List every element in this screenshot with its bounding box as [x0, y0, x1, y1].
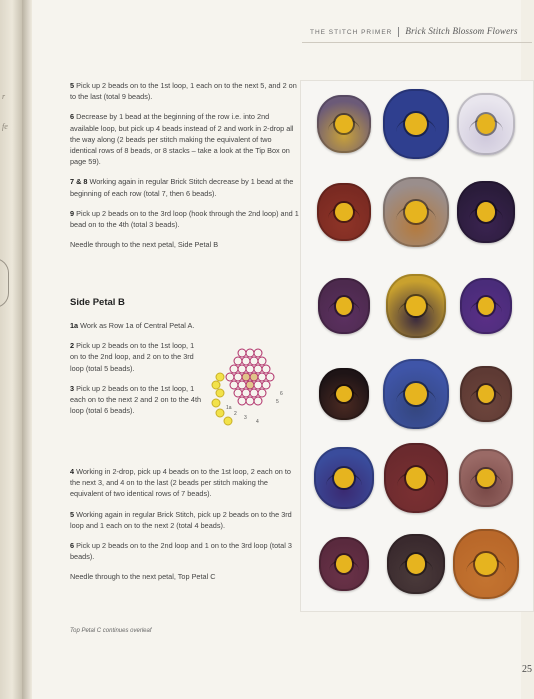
- page-number: 25: [522, 664, 532, 675]
- flower-center: [405, 201, 426, 223]
- diagram-label: 4: [256, 419, 259, 425]
- flower-center: [406, 296, 425, 316]
- step-text: Working again in regular Brick Stitch, pick up 2 beads on to the 3rd loop and 1 each on to the next 2 (total 4 beads).: [70, 509, 292, 530]
- step-text: Working in 2-drop, pick up 4 beads on to the 1st loop, 2 each on to the next 3, and 4 on to the last (2 beads per stitch making the equivalent of two identical rows of 7 beads).: [70, 467, 291, 499]
- beaded-pansy: [383, 359, 449, 429]
- beaded-pansy: [317, 95, 371, 153]
- beaded-pansy: [459, 449, 513, 507]
- step-paragraph: [70, 383, 202, 417]
- step-text: Pick up 2 beads on to the 1st loop, 1 each on to the next 5, and 2 on to the last (total 9 beads).: [70, 81, 297, 102]
- flower-center: [407, 554, 426, 573]
- diagram-label: 1a: [226, 405, 232, 411]
- beaded-pansy: [460, 278, 512, 334]
- beaded-pansy: [319, 537, 369, 591]
- running-header: [310, 26, 518, 37]
- step-text: Pick up 2 beads on to the 1st loop, 1 each on to the next 2 and 2 on to the 4th loop (total 6 beads).: [70, 383, 202, 416]
- step-number: 6: [70, 112, 75, 122]
- step-paragraph: [70, 111, 300, 167]
- flower-photo: [300, 80, 534, 612]
- footnote: Top Petal C continues overleaf: [70, 628, 152, 634]
- header-rule: [302, 42, 532, 43]
- beaded-pansy: [383, 177, 449, 247]
- step-number: 7 & 8: [70, 177, 88, 187]
- step-text: Work as Row 1a of Central Petal A.: [80, 321, 195, 330]
- beaded-pansy: [314, 447, 374, 509]
- flower-center: [335, 203, 352, 222]
- flower-center: [477, 469, 494, 488]
- step-paragraph: [70, 176, 300, 198]
- prev-page-fragment: r: [2, 92, 6, 101]
- step-text: Pick up 2 beads on to the 2nd loop and 1 on to the 3rd loop (total 3 beads).: [70, 541, 292, 562]
- flower-center: [478, 297, 495, 315]
- prev-page-arc: [0, 258, 9, 308]
- needle-instruction: Needle through to the next petal, Side Petal B: [70, 240, 219, 250]
- step-number: 2: [70, 341, 75, 351]
- bead-diagram: [204, 343, 304, 443]
- beaded-pansy: [318, 278, 370, 334]
- beaded-pansy: [317, 183, 371, 241]
- step-number: 4: [70, 467, 75, 476]
- diagram-label: 5: [276, 399, 279, 405]
- step-number: 9: [70, 208, 75, 218]
- section-title: THE STITCH PRIMER: [310, 29, 393, 36]
- step-text: Pick up 2 beads on to the 1st loop, 1 on to the 2nd loop, and 2 on to the 3rd loop (total 5 beads).: [70, 341, 195, 373]
- flower-center: [336, 386, 352, 403]
- beaded-pansy: [384, 443, 448, 513]
- flower-center: [478, 385, 495, 403]
- beaded-pansy: [457, 181, 515, 243]
- flower-center: [405, 383, 426, 405]
- step-paragraph: [70, 466, 300, 500]
- flower-center: [336, 555, 352, 572]
- step-text: Decrease by 1 bead at the beginning of the row i.e. into 2nd available loop, but pick up 4 beads instead of 2 and work in 2-drop all the way along (2 beads per stitch making the equivalent of two identical rows of 8 beads, or 8 stacks – take a look at the Tip Box on page 59).: [70, 112, 294, 167]
- instructions-narrow: [70, 320, 202, 425]
- step-paragraph: [70, 80, 300, 102]
- flower-center: [336, 297, 353, 315]
- previous-page-edge: [0, 0, 22, 699]
- instructions-bottom: [70, 466, 300, 592]
- step-paragraph: [70, 509, 300, 531]
- beaded-pansy: [386, 274, 446, 338]
- diagram-label: 6: [280, 391, 283, 397]
- beaded-pansy: [457, 93, 515, 155]
- beaded-pansy: [387, 534, 445, 594]
- side-petal-heading: Side Petal B: [70, 297, 125, 308]
- step-paragraph: [70, 340, 202, 374]
- beaded-pansy: [383, 89, 449, 159]
- book-page: [32, 0, 532, 699]
- flower-center: [475, 553, 496, 575]
- flower-center: [334, 468, 353, 488]
- diagram-label: 2: [234, 411, 237, 417]
- beaded-pansy: [453, 529, 519, 599]
- book-gutter: [22, 0, 32, 699]
- header-separator: [398, 27, 399, 37]
- diagram-label: 3: [244, 415, 247, 421]
- step-paragraph: [70, 320, 202, 331]
- book-title: Brick Stitch Blossom Flowers: [405, 26, 518, 36]
- step-number: 5: [70, 81, 75, 90]
- beaded-pansy: [460, 366, 512, 422]
- flower-center: [477, 114, 496, 134]
- flower-center: [335, 115, 352, 134]
- step-number: 1a: [70, 321, 79, 330]
- step-number: 5: [70, 509, 75, 519]
- flower-center: [405, 113, 426, 135]
- instructions-top: [70, 80, 300, 259]
- needle-instruction: Needle through to the next petal, Top Petal C: [70, 572, 216, 582]
- step-text: Pick up 2 beads on to the 3rd loop (hook through the 2nd loop) and 1 bead on to the 4th (total 3 beads).: [70, 208, 299, 230]
- prev-page-fragment: fe: [2, 122, 8, 131]
- step-paragraph: [70, 540, 300, 562]
- step-number: 6: [70, 541, 75, 551]
- step-number: 3: [70, 383, 75, 393]
- step-text: Working again in regular Brick Stitch decrease by 1 bead at the beginning of each row (total 7, then 6 beads).: [70, 177, 294, 198]
- beaded-pansy: [319, 368, 369, 420]
- flower-center: [477, 202, 496, 222]
- step-paragraph: [70, 208, 300, 230]
